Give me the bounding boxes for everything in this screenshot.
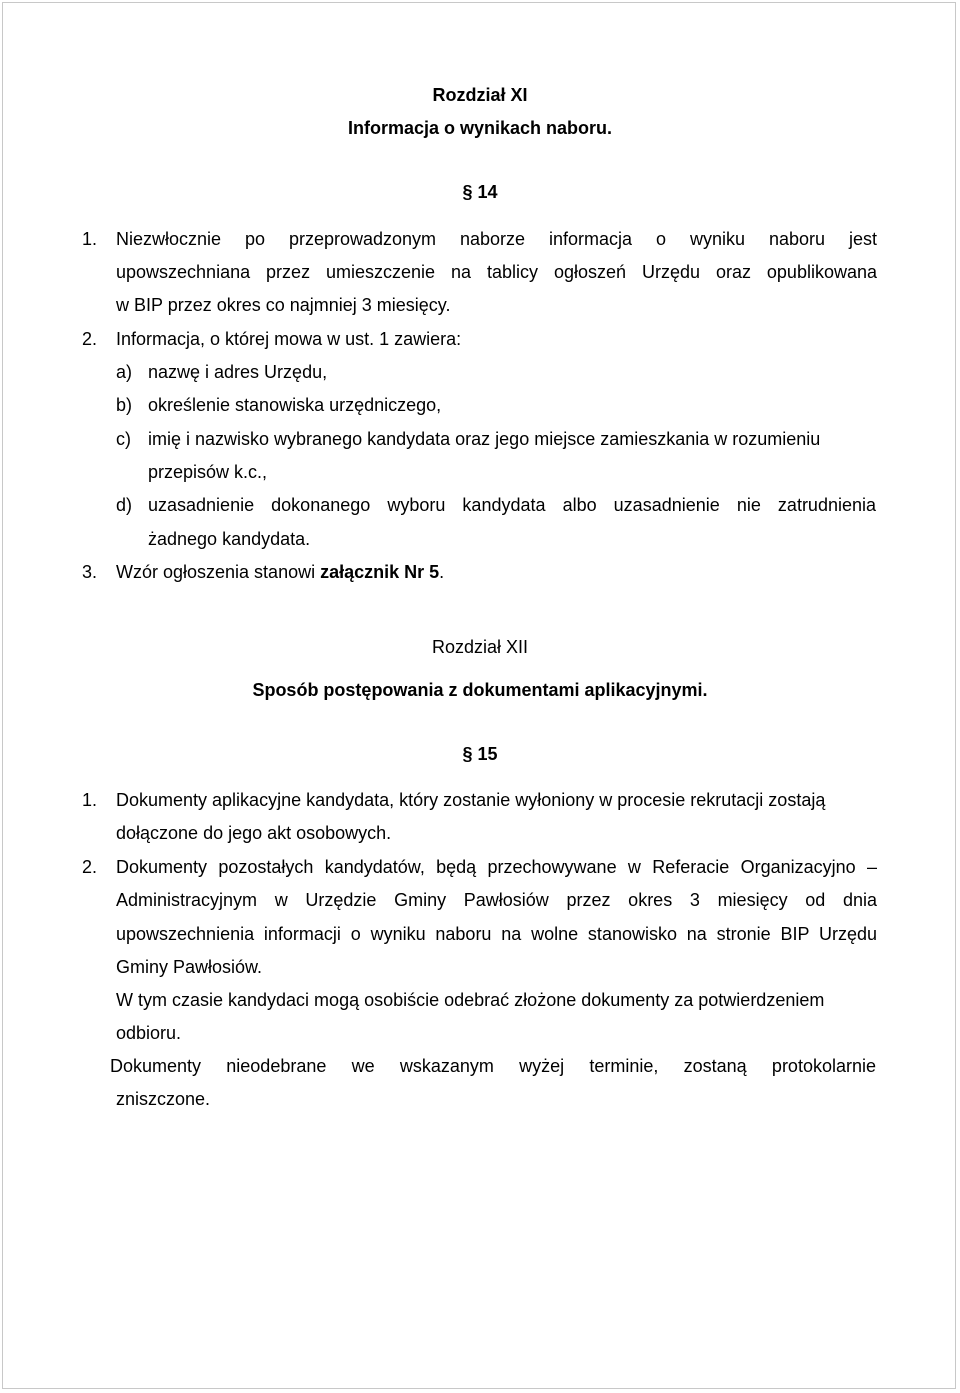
paragraph-line: Dokumenty pozostałych kandydatów, będą przechowywane w Referacie Organizacyjno – bbox=[116, 857, 877, 877]
paragraph-line: Dokumenty nieodebrane we wskazanym wyżej terminie, zostaną protokolarnie bbox=[110, 1056, 876, 1076]
chapter-title: Sposób postępowania z dokumentami aplikacyjnymi. bbox=[252, 680, 708, 700]
paragraph-line: dołączone do jego akt osobowych. bbox=[116, 823, 392, 843]
paragraph-line: odbioru. bbox=[116, 1023, 182, 1043]
paragraph-line: zniszczone. bbox=[116, 1089, 211, 1109]
section-number: § 15 bbox=[462, 744, 498, 764]
paragraph-end: . bbox=[439, 562, 445, 582]
list-label: d) bbox=[116, 495, 133, 515]
list-label: a) bbox=[116, 362, 133, 382]
paragraph-line: Dokumenty aplikacyjne kandydata, który zostanie wyłoniony w procesie rekrutacji zostają bbox=[116, 790, 826, 810]
list-item: żadnego kandydata. bbox=[148, 529, 311, 549]
list-item: przepisów k.c., bbox=[148, 462, 268, 482]
paragraph-number: 1. bbox=[82, 229, 98, 249]
list-item: nazwę i adres Urzędu, bbox=[148, 362, 328, 382]
list-item: określenie stanowiska urzędniczego, bbox=[148, 395, 442, 415]
paragraph-line: w BIP przez okres co najmniej 3 miesięcy. bbox=[116, 295, 451, 315]
paragraph-number: 1. bbox=[82, 790, 98, 810]
paragraph-number: 3. bbox=[82, 562, 98, 582]
list-item: imię i nazwisko wybranego kandydata oraz jego miejsce zamieszkania w rozumieniu bbox=[148, 429, 821, 449]
paragraph-line: upowszechniana przez umieszczenie na tablicy ogłoszeń Urzędu oraz opublikowana bbox=[116, 262, 877, 282]
paragraph-line: W tym czasie kandydaci mogą osobiście odebrać złożone dokumenty za potwierdzeniem bbox=[116, 990, 825, 1010]
section-number: § 14 bbox=[462, 182, 498, 202]
paragraph-line: Gminy Pawłosiów. bbox=[116, 957, 263, 977]
chapter-heading: Rozdział XI bbox=[432, 85, 528, 105]
list-item: uzasadnienie dokonanego wyboru kandydata albo uzasadnienie nie zatrudnienia bbox=[148, 495, 876, 515]
list-label: c) bbox=[116, 429, 131, 449]
chapter-heading: Rozdział XII bbox=[431, 637, 529, 657]
paragraph-number: 2. bbox=[82, 329, 98, 349]
attachment-reference: załącznik Nr 5 bbox=[320, 562, 440, 582]
paragraph-number: 2. bbox=[82, 857, 98, 877]
list-label: b) bbox=[116, 395, 133, 415]
chapter-title: Informacja o wynikach naboru. bbox=[347, 118, 613, 138]
paragraph-line: Niezwłocznie po przeprowadzonym naborze informacja o wyniku naboru jest bbox=[116, 229, 877, 249]
paragraph-text: Wzór ogłoszenia stanowi bbox=[116, 562, 321, 582]
paragraph-line: upowszechnienia informacji o wyniku naboru na wolne stanowisko na stronie BIP Urzędu bbox=[116, 924, 877, 944]
paragraph-line: Administracyjnym w Urzędzie Gminy Pawłosiów przez okres 3 miesięcy od dnia bbox=[116, 890, 877, 910]
paragraph-line bbox=[116, 561, 444, 583]
paragraph-line: Informacja, o której mowa w ust. 1 zawiera: bbox=[116, 329, 462, 349]
